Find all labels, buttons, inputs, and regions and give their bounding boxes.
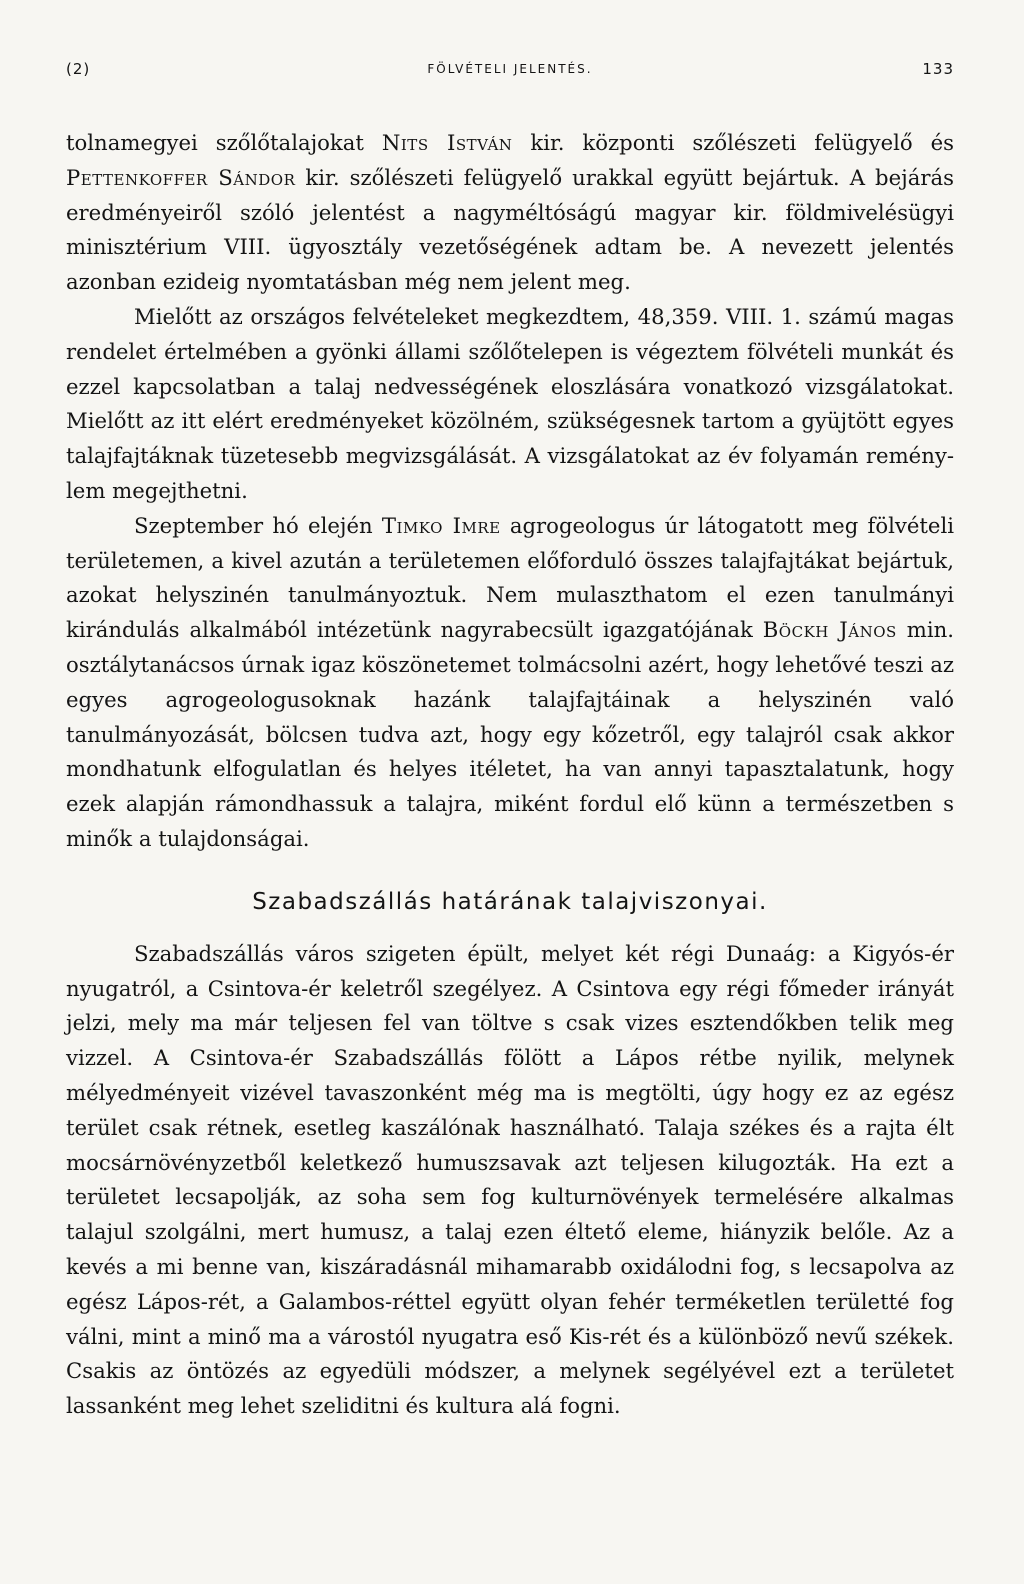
person-name: Timko Imre xyxy=(381,512,501,538)
section-heading: Szabadszállás határának talajviszonyai. xyxy=(252,888,768,915)
text-run: agrogeologus úr látogatott meg fölvételi területemen, a kivel azután a területemen előforduló összes talajfajtákat bejártuk, azokat helyszinén tanulmányoztuk. Nem mulaszthatom el ezen tanulmányi kirándulás alkalmából intézetünk nagyrabecsült igazgatójának xyxy=(66,512,954,643)
page-number: 133 xyxy=(922,60,954,78)
text-run: Szeptember hó elején xyxy=(134,512,382,538)
paragraph-2: Mielőtt az országos felvételeket megkezdtem, 48,359. VIII. 1. számú magas rendelet értelmében a gyönki állami szőlőtelepen is végeztem fölvételi munkát és ezzel kapcsolatban a talaj nedvességének eloszlására vonatkozó vizsgálatokat. Mielőtt az itt elért eredményeket közölném, szükségesnek tartom a gyüjtött egyes talajfajtáknak tüzetesebb megvizsgálását. A vizsgálatokat az év folyamán reménylem megejthetni. xyxy=(66,303,954,503)
text-run: tolnamegyei szőlőtalajokat xyxy=(66,130,382,155)
running-header xyxy=(66,56,954,84)
document-page xyxy=(66,56,954,1424)
person-name: Pettenkoffer Sándor xyxy=(66,164,296,190)
person-name: Nits István xyxy=(381,130,513,155)
paragraph-3 xyxy=(66,509,954,857)
text-run: min. osztálytanácsos úrnak igaz köszönetemet tolmácsolni azért, hogy lehetővé teszi az egyes agrogeologusoknak hazánk talajfajtáinak a helyszinén való tanulmányozását, bölcsen tudva azt, hogy egy kőzetről, egy talajról csak akkor mondhatunk elfogulatlan és helyes itéletet, ha van annyi tapasztalatunk, hogy ezek alapján rámondhassuk a talajra, miként fordul elő künn a természetben s minők a tulajdonságai. xyxy=(66,617,954,851)
running-title: FÖLVÉTELI JELENTÉS. xyxy=(427,62,593,76)
text-run: kir. központi szőlészeti felügyelő és xyxy=(512,130,954,155)
paragraph-1 xyxy=(66,126,954,300)
person-name: Böckh János xyxy=(762,617,897,643)
paragraph-4: Szabadszállás város szigeten épült, melyet két régi Dunaág: a Kigyós-ér nyugatról, a Csintova-ér keletről szegélyez. A Csintova egy régi főmeder irányát jelzi, mely ma már teljesen fel van töltve s csak vizes esztendőkben telik meg vizzel. A Csintova-ér Szabadszállás fölött a Lápos rétbe nyilik, melynek mélyedményeit vizével tavaszonként még ma is megtölti, úgy hogy ez az egész terület csak rétnek, esetleg kaszálónak használható. Talaja székes és a rajta élt mocsárnövényzetből keletkező humuszsavak azt teljesen kilugozták. Ha ezt a területet lecsapolják, az soha sem fog kulturnövények termelésére alkalmas talajul szolgálni, mert humusz, a talaj ezen éltető eleme, hiányzik belőle. Az a kevés a mi benne van, kiszáradásnál mihamarabb oxidálodni fog, s lecsapolva az egész Lápos-rét, a Galambos-réttel együtt olyan fehér terméketlen területté fog válni, mint a minő ma a várostól nyugatra eső Kis-rét és a különböző nevű székek. Csakis az öntözés az egyedüli módszer, a melynek segélyével ezt a területet lassanként meg lehet szeliditni és kultura alá fogni. xyxy=(66,940,954,1419)
text-run: kir. szőlészeti felügyelő urakkal együtt bejártuk. A bejárás eredményeiről szóló jelentést a nagyméltóságú magyar kir. földmivelésügyi minisztérium VIII. ügyosztály vezetőségének adtam be. A nevezett jelentés azonban ezideig nyomtatásban még nem jelent meg. xyxy=(66,164,954,295)
header-left-mark: (2) xyxy=(66,60,91,78)
